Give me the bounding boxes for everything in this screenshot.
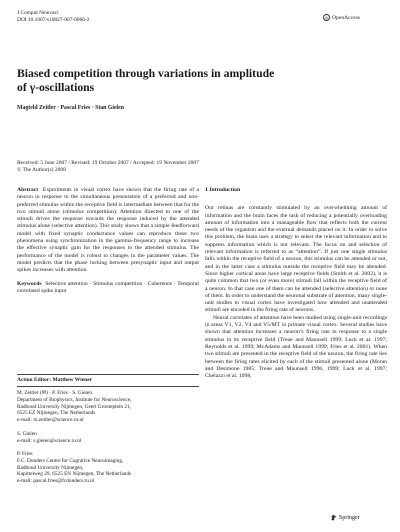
affiliation-fries	[17, 451, 199, 485]
authors: Magteld Zeitler · Pascal Fries · Stan Gielen	[17, 105, 124, 111]
doi[interactable]: DOI 10.1007/s10827-007-0066-2	[17, 17, 90, 24]
keywords-label: Keywords	[17, 280, 42, 287]
affil-email[interactable]: e-mail: m.zeitler@science.ru.nl	[17, 417, 84, 424]
abstract-label: Abstract	[17, 187, 39, 193]
keywords-text: Selective attention · Stimulus competition · Coherence · Temporal correlated spike input	[17, 280, 200, 294]
intro-paragraph-2: Neural correlates of attention have been studied using single-unit recordings in areas V1, V2, V4 and V5/MT in primate visual cortex. Several studies have shown that attention increases a neuron’s firing rate in response to a single stimulus in its receptive field (Treue and Maunsell 1999; Luck et al. 1997; Reynolds et al. 1999; McAdams and Maunsell 1999; Fries et al. 2001). When two stimuli are presented in the receptive field of the neuron, the firing rate lies between the firing rates elicited by each of the stimuli presented alone (Moran and Desimone 1985; Treue and Maunsell 1996, 1999; Luck et al. 1997; Chelazzi et al. 1998,	[205, 314, 387, 380]
affil-line: Kapittelweg 29, 6525 EN Nijmegen, The Netherlands	[17, 471, 132, 478]
springer-horse-icon	[330, 514, 337, 521]
affil-line: 6525 EZ Nijmegen, The Netherlands	[17, 410, 96, 417]
journal-header	[17, 10, 89, 24]
open-access-label: OpenAccess	[332, 14, 360, 21]
open-access-badge	[323, 14, 360, 21]
affil-line: S. Gielen	[17, 431, 37, 437]
divider-top	[17, 374, 199, 375]
section-heading: 1 Introduction	[205, 187, 241, 193]
journal-name: J Comput Neurosci	[17, 10, 59, 16]
right-column	[205, 187, 387, 380]
affil-line: F.C. Donders Centre for Cognitive Neuroimaging,	[17, 457, 124, 464]
intro-paragraph-1: Our retinas are constantly stimulated by an overwhelming amount of information and the brain faces the task of reducing a potentially overloading amount of information into a manageable flow that reflects both the current needs of the organism and the external demands placed on it. In order to solve this problem, the brain uses a strategy to select the relevant information and to suppress information which is not relevant. The focus on and selection of relevant information is referred to as “attention”. If just one single stimulus falls within the receptive field of a neuron, this stimulus can be attended or not, and in the latter case a stimulus outside the receptive field may be attended. Since higher cortical areas have large receptive fields (Smith et al. 2002), it is quite common that two (or even more) stimuli fall within the receptive field of a neuron. In that case one of them can be attended (selective attention) or none of them. In order to understand the neuronal substrate of attention, many single-unit studies in visual cortex have investigated how attended and unattended stimuli are encoded in the firing rate of neurons.	[205, 205, 387, 314]
publication-dates	[17, 160, 199, 175]
keywords	[17, 281, 199, 296]
open-access-icon: ◎	[324, 15, 329, 20]
paper-title	[17, 67, 377, 94]
affil-email[interactable]: e-mail: pascal.fries@fcdonders.ru.nl	[17, 478, 95, 485]
history-dates: Received: 5 June 2007 / Revised: 19 October 2007 / Accepted: 19 November 2007	[17, 160, 199, 166]
publisher-name: Springer	[339, 514, 360, 521]
abstract-text: Experiments in visual cortex have shown that the firing rate of a neuron in response to the simultaneous presentation of a preferred and non-preferred stimulus within the receptive field is intermediate between that for the two stimuli alone (stimulus competition). Attention directed to one of the stimuli drives the response towards the response induced by the attended stimulus alone (selective attention). This study shows that a simple feedforward model with fixed synaptic conductance values can reproduce these two phenomena using synchronization in the gamma-frequency range to increase the effective synaptic gain for the responses to the attended stimulus. The performance of the model is robust to changes in the parameter values. The model predicts that the phase locking between presynaptic input and output spikes increases with attention.	[17, 187, 200, 274]
affil-line: Radboud University Nijmegen, Geert Grooteplein 21,	[17, 403, 132, 410]
divider-bottom	[17, 386, 199, 387]
copyright: © The Author(s) 2008	[17, 167, 66, 174]
title-line-1: Biased competition through variations in amplitude	[17, 67, 275, 80]
affil-email[interactable]: e-mail: s.gielen@science.ru.nl	[17, 437, 82, 444]
affil-line: Department of Biophysics, Institute for Neuroscience,	[17, 396, 132, 403]
affiliation-zeitler	[17, 390, 199, 424]
title-line-2: of γ-oscillations	[17, 80, 95, 94]
left-column	[17, 187, 199, 295]
affil-line: P. Fries	[17, 451, 33, 457]
action-editor: Action Editor: Matthew Wiener	[17, 377, 93, 383]
affil-line: M. Zeitler (✉) · P. Fries · S. Gielen	[17, 390, 92, 396]
abstract	[17, 187, 199, 275]
affil-line: Radboud University Nijmegen,	[17, 464, 84, 471]
publisher-logo	[330, 514, 360, 521]
affiliation-gielen	[17, 431, 199, 445]
